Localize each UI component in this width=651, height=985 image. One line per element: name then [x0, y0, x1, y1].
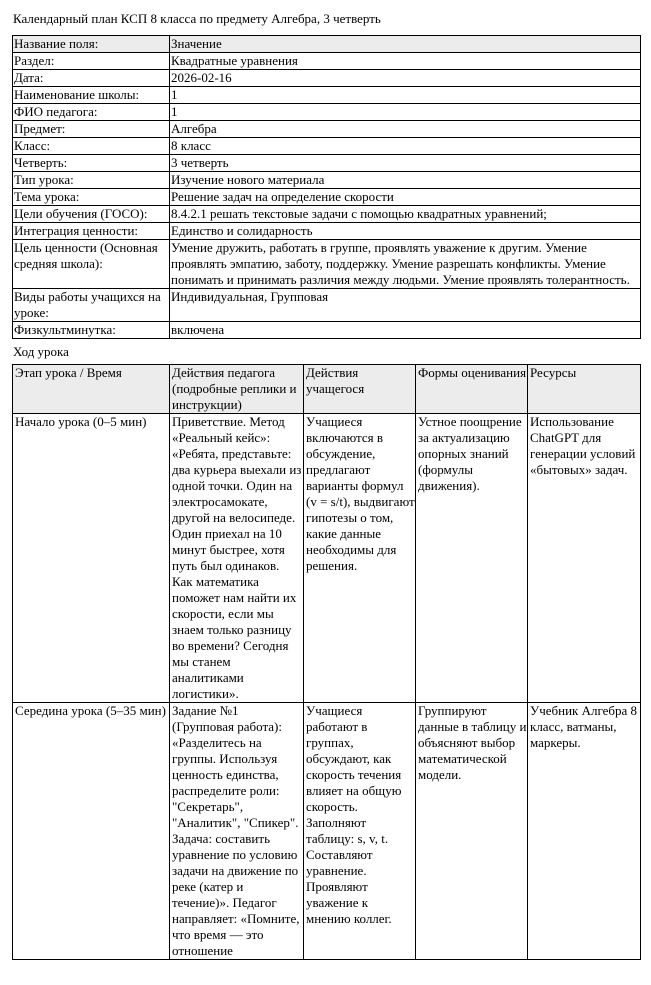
meta-field-label: Предмет: — [13, 121, 170, 138]
meta-field-label: Наименование школы: — [13, 87, 170, 104]
stage-cell — [13, 703, 170, 960]
meta-field-label: Раздел: — [13, 53, 170, 70]
lesson-header-row — [13, 365, 641, 414]
student-actions-cell: Учащиеся включаются в обсуждение, предлагают варианты формул (v = s/t), выдвигают гипотезы о том, какие данные необходимы для решения. — [304, 414, 416, 703]
assessment-cell — [416, 703, 528, 960]
meta-header-row — [13, 36, 641, 53]
meta-row-date — [13, 70, 641, 87]
meta-field-label: Физкультминутка: — [13, 322, 170, 339]
meta-row-quarter — [13, 155, 641, 172]
document-title: Календарный план КСП 8 класса по предмету Алгебра, 3 четверть — [13, 11, 381, 26]
student-actions-text: Учащиеся работают в группах, обсуждают, как скорость течения влияет на общую скорость. Заполняют таблицу: s, v, t. Составляют уравнение. Проявляют уважение к мнению коллег. — [306, 703, 402, 926]
assessment-cell: Устное поощрение за актуализацию опорных знаний (формулы движения). — [416, 414, 528, 703]
resources-text: Учебник Алгебра 8 класс, ватманы, маркеры. — [530, 703, 638, 750]
meta-field-value: 8.4.2.1 решать текстовые задачи с помощью квадратных уравнений; — [170, 206, 641, 223]
meta-row-teacher — [13, 104, 641, 121]
meta-field-label: Интеграция ценности: — [13, 223, 170, 240]
meta-field-value: включена — [170, 322, 641, 339]
resources-cell — [528, 703, 641, 960]
header-student-actions: Действия учащегося — [304, 365, 416, 414]
stage-cell: Начало урока (0–5 мин) — [13, 414, 170, 703]
stage-text: Середина урока (5–35 мин) — [15, 703, 166, 718]
resources-cell: Использование ChatGPT для генерации условий «бытовых» задач. — [528, 414, 641, 703]
meta-row-physical-break — [13, 322, 641, 339]
meta-field-value: 1 — [170, 87, 641, 104]
lesson-progress-table — [12, 364, 641, 960]
meta-row-work-types — [13, 289, 641, 322]
lesson-row-middle — [13, 703, 641, 960]
lesson-meta-table — [12, 35, 641, 339]
meta-field-value: Алгебра — [170, 121, 641, 138]
meta-field-value: Решение задач на определение скорости — [170, 189, 641, 206]
meta-field-label: Виды работы учащихся на уроке: — [13, 289, 170, 322]
meta-field-value: Квадратные уравнения — [170, 53, 641, 70]
header-stage: Этап урока / Время — [13, 365, 170, 414]
meta-field-value: Индивидуальная, Групповая — [170, 289, 641, 322]
meta-field-label: Цель ценности (Основная средняя школа): — [13, 240, 170, 289]
meta-field-value: 2026-02-16 — [170, 70, 641, 87]
meta-field-label: Класс: — [13, 138, 170, 155]
meta-field-label: Тип урока: — [13, 172, 170, 189]
header-teacher-actions: Действия педагога (подробные реплики и инструкции) — [170, 365, 304, 414]
meta-header-value: Значение — [170, 36, 641, 53]
meta-row-value-goal — [13, 240, 641, 289]
teacher-actions-cell: Приветствие. Метод «Реальный кейс»: «Ребята, представьте: два курьера выехали из одной точки. Один на электросамокате, другой на велосипеде. Один приехал на 10 минут быстрее, хотя путь был одинаков. Как математика поможет нам найти их скорости, если мы знаем только разницу во времени? Сегодня мы станем аналитиками логистики». — [170, 414, 304, 703]
meta-field-value: 3 четверть — [170, 155, 641, 172]
meta-field-label: Цели обучения (ГОСО): — [13, 206, 170, 223]
header-resources: Ресурсы — [528, 365, 641, 414]
meta-header-field: Название поля: — [13, 36, 170, 53]
meta-row-school — [13, 87, 641, 104]
header-assessment: Формы оценивания — [416, 365, 528, 414]
lesson-row-start — [13, 414, 641, 703]
meta-field-label: Четверть: — [13, 155, 170, 172]
meta-row-class — [13, 138, 641, 155]
meta-row-value-integration — [13, 223, 641, 240]
meta-field-value: 1 — [170, 104, 641, 121]
meta-field-value: Единство и солидарность — [170, 223, 641, 240]
lesson-progress-heading: Ход урока — [13, 344, 69, 359]
meta-row-goals — [13, 206, 641, 223]
meta-field-value: Умение дружить, работать в группе, проявлять уважение к другим. Умение проявлять эмпатию, заботу, поддержку. Умение разрешать конфликты. Умение понимать и принимать различия между людьми. Умение проявлять толерантность. — [170, 240, 641, 289]
meta-field-label: ФИО педагога: — [13, 104, 170, 121]
meta-field-value: Изучение нового материала — [170, 172, 641, 189]
meta-row-subject — [13, 121, 641, 138]
student-actions-cell — [304, 703, 416, 960]
meta-field-value: 8 класс — [170, 138, 641, 155]
meta-field-label: Дата: — [13, 70, 170, 87]
meta-field-label: Тема урока: — [13, 189, 170, 206]
meta-row-section — [13, 53, 641, 70]
meta-row-topic — [13, 189, 641, 206]
teacher-actions-cell — [170, 703, 304, 960]
assessment-text: Группируют данные в таблицу и объясняют выбор математической модели. — [418, 703, 527, 782]
teacher-actions-text: Задание №1 (Групповая работа): «Разделитесь на группы. Используя ценность единства, распределите роли: "Секретарь", "Аналитик", "Спикер". Задача: составить уравнение по условию задачи на движение по реке (катер и течение)». Педагог направляет: «Помните, что время — это отношение — [172, 703, 300, 958]
meta-row-lesson-type — [13, 172, 641, 189]
